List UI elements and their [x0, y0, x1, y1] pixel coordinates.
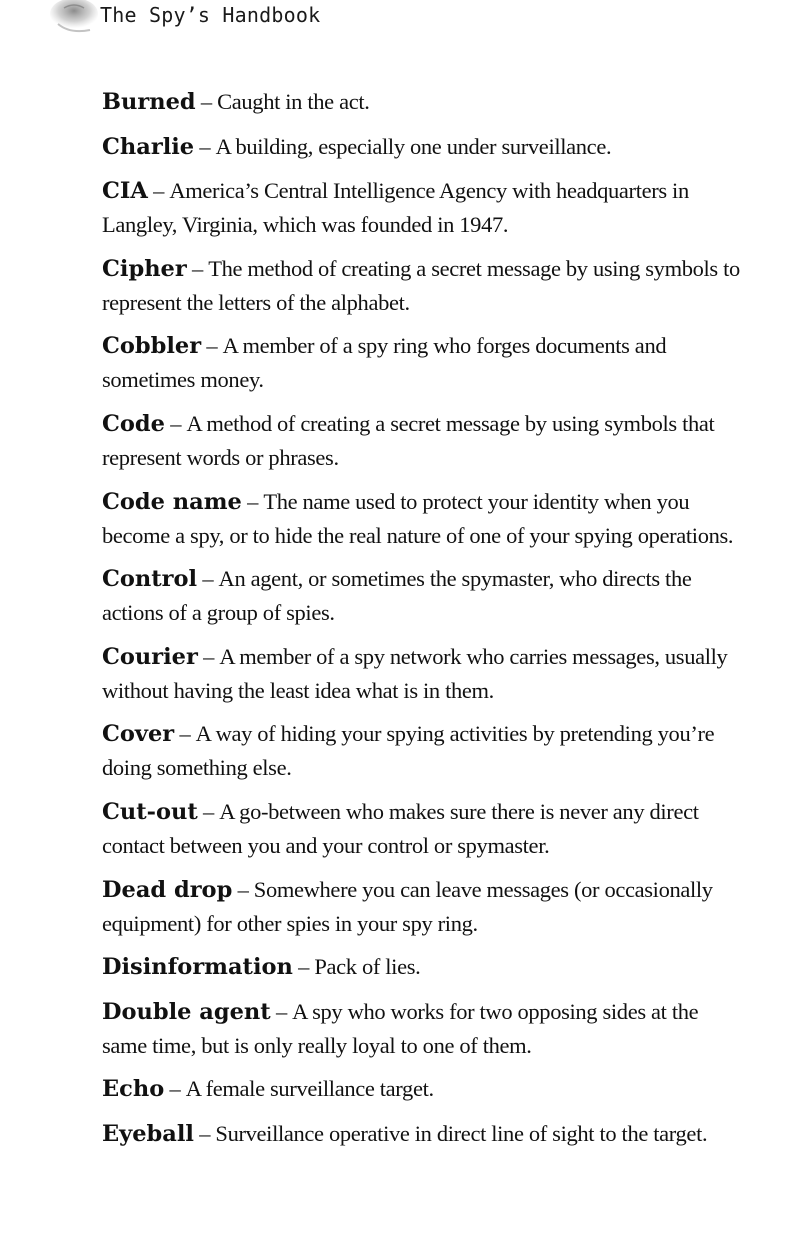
- term-separator: –: [179, 721, 196, 747]
- glossary-term: Code: [102, 410, 165, 437]
- glossary-definition: A member of a spy ring who forges documents and sometimes money.: [102, 333, 667, 393]
- glossary-definition: Caught in the act.: [217, 89, 370, 114]
- glossary-definition: A way of hiding your spying activities by pretending you’re doing something else.: [102, 721, 715, 781]
- glossary-term: Dead drop: [102, 876, 233, 903]
- glossary-definition: Surveillance operative in direct line of sight to the target.: [215, 1120, 708, 1146]
- term-separator: –: [247, 488, 264, 514]
- glossary-definition: Somewhere you can leave messages (or occasionally equipment) for other spies in your spy ring.: [102, 876, 713, 936]
- glossary-entry: [102, 640, 742, 707]
- glossary-entry: [102, 407, 742, 474]
- glossary-term: Courier: [102, 643, 198, 670]
- glossary-definition: A spy who works for two opposing sides at the same time, but is only really loyal to one of them.: [102, 998, 699, 1058]
- term-separator: –: [206, 333, 223, 359]
- glossary-entry: [102, 1072, 742, 1106]
- glossary-term: Cobbler: [102, 333, 202, 360]
- glossary-entry: [102, 795, 742, 862]
- glossary-definition: A member of a spy network who carries messages, usually without having the least idea what is in them.: [102, 643, 728, 703]
- glossary-term: Cover: [102, 721, 175, 748]
- glossary-entry: [102, 1117, 742, 1151]
- term-separator: –: [237, 876, 254, 902]
- glossary-term: Double agent: [102, 998, 271, 1025]
- glossary-entry: [102, 130, 742, 164]
- term-separator: –: [202, 566, 219, 592]
- glossary-definition: A female surveillance target.: [185, 1076, 434, 1102]
- glossary-term: Burned: [102, 89, 196, 115]
- term-separator: –: [200, 89, 218, 114]
- glossary-entry: [102, 950, 742, 984]
- term-separator: –: [170, 410, 187, 436]
- glossary-term: Cut-out: [102, 798, 198, 825]
- glossary-term: Control: [102, 566, 198, 593]
- glossary-entry: [102, 995, 742, 1062]
- glossary-term: Disinformation: [102, 954, 293, 981]
- glossary-entry: [102, 252, 742, 319]
- glossary-definition: The name used to protect your identity when you become a spy, or to hide the real nature of one of your spying operations.: [102, 488, 734, 548]
- glossary-entry: [102, 485, 742, 552]
- running-head-title: The Spy’s Handbook: [100, 3, 321, 27]
- glossary-entry: [102, 174, 742, 241]
- glossary-entry: [102, 329, 742, 396]
- glossary-definition: A go-between who makes sure there is never any direct contact between you and your control or spymaster.: [102, 798, 699, 858]
- term-separator: –: [192, 255, 209, 281]
- term-separator: –: [199, 133, 216, 159]
- glossary-definition: Pack of lies.: [314, 954, 421, 980]
- glossary-definition: A method of creating a secret message by using symbols that represent words or phrases.: [102, 410, 715, 470]
- term-separator: –: [199, 1120, 216, 1146]
- glossary-definition: A building, especially one under surveillance.: [215, 133, 612, 159]
- glossary-term: Eyeball: [102, 1120, 194, 1147]
- glossary-entry: [102, 562, 742, 629]
- glossary-entry: [102, 873, 742, 940]
- term-separator: –: [153, 178, 170, 204]
- glossary-entry: [102, 717, 742, 784]
- glossary-definition: An agent, or sometimes the spymaster, who directs the actions of a group of spies.: [102, 566, 692, 626]
- term-separator: –: [298, 954, 315, 980]
- glossary-term: CIA: [102, 178, 148, 205]
- glossary-term: Charlie: [102, 133, 195, 160]
- term-separator: –: [203, 798, 220, 824]
- glossary-definition: The method of creating a secret message by using symbols to represent the letters of the alphabet.: [102, 255, 740, 315]
- term-separator: –: [275, 998, 293, 1024]
- glossary-entry: [102, 85, 742, 119]
- term-separator: –: [169, 1076, 186, 1102]
- term-separator: –: [203, 643, 220, 669]
- page-smudge-mark: [44, 0, 104, 42]
- glossary-term: Echo: [102, 1076, 165, 1103]
- glossary-term: Code name: [102, 488, 242, 515]
- glossary-list: [102, 85, 742, 1162]
- glossary-definition: America’s Central Intelligence Agency with headquarters in Langley, Virginia, which was founded in 1947.: [102, 178, 689, 238]
- glossary-term: Cipher: [102, 255, 187, 282]
